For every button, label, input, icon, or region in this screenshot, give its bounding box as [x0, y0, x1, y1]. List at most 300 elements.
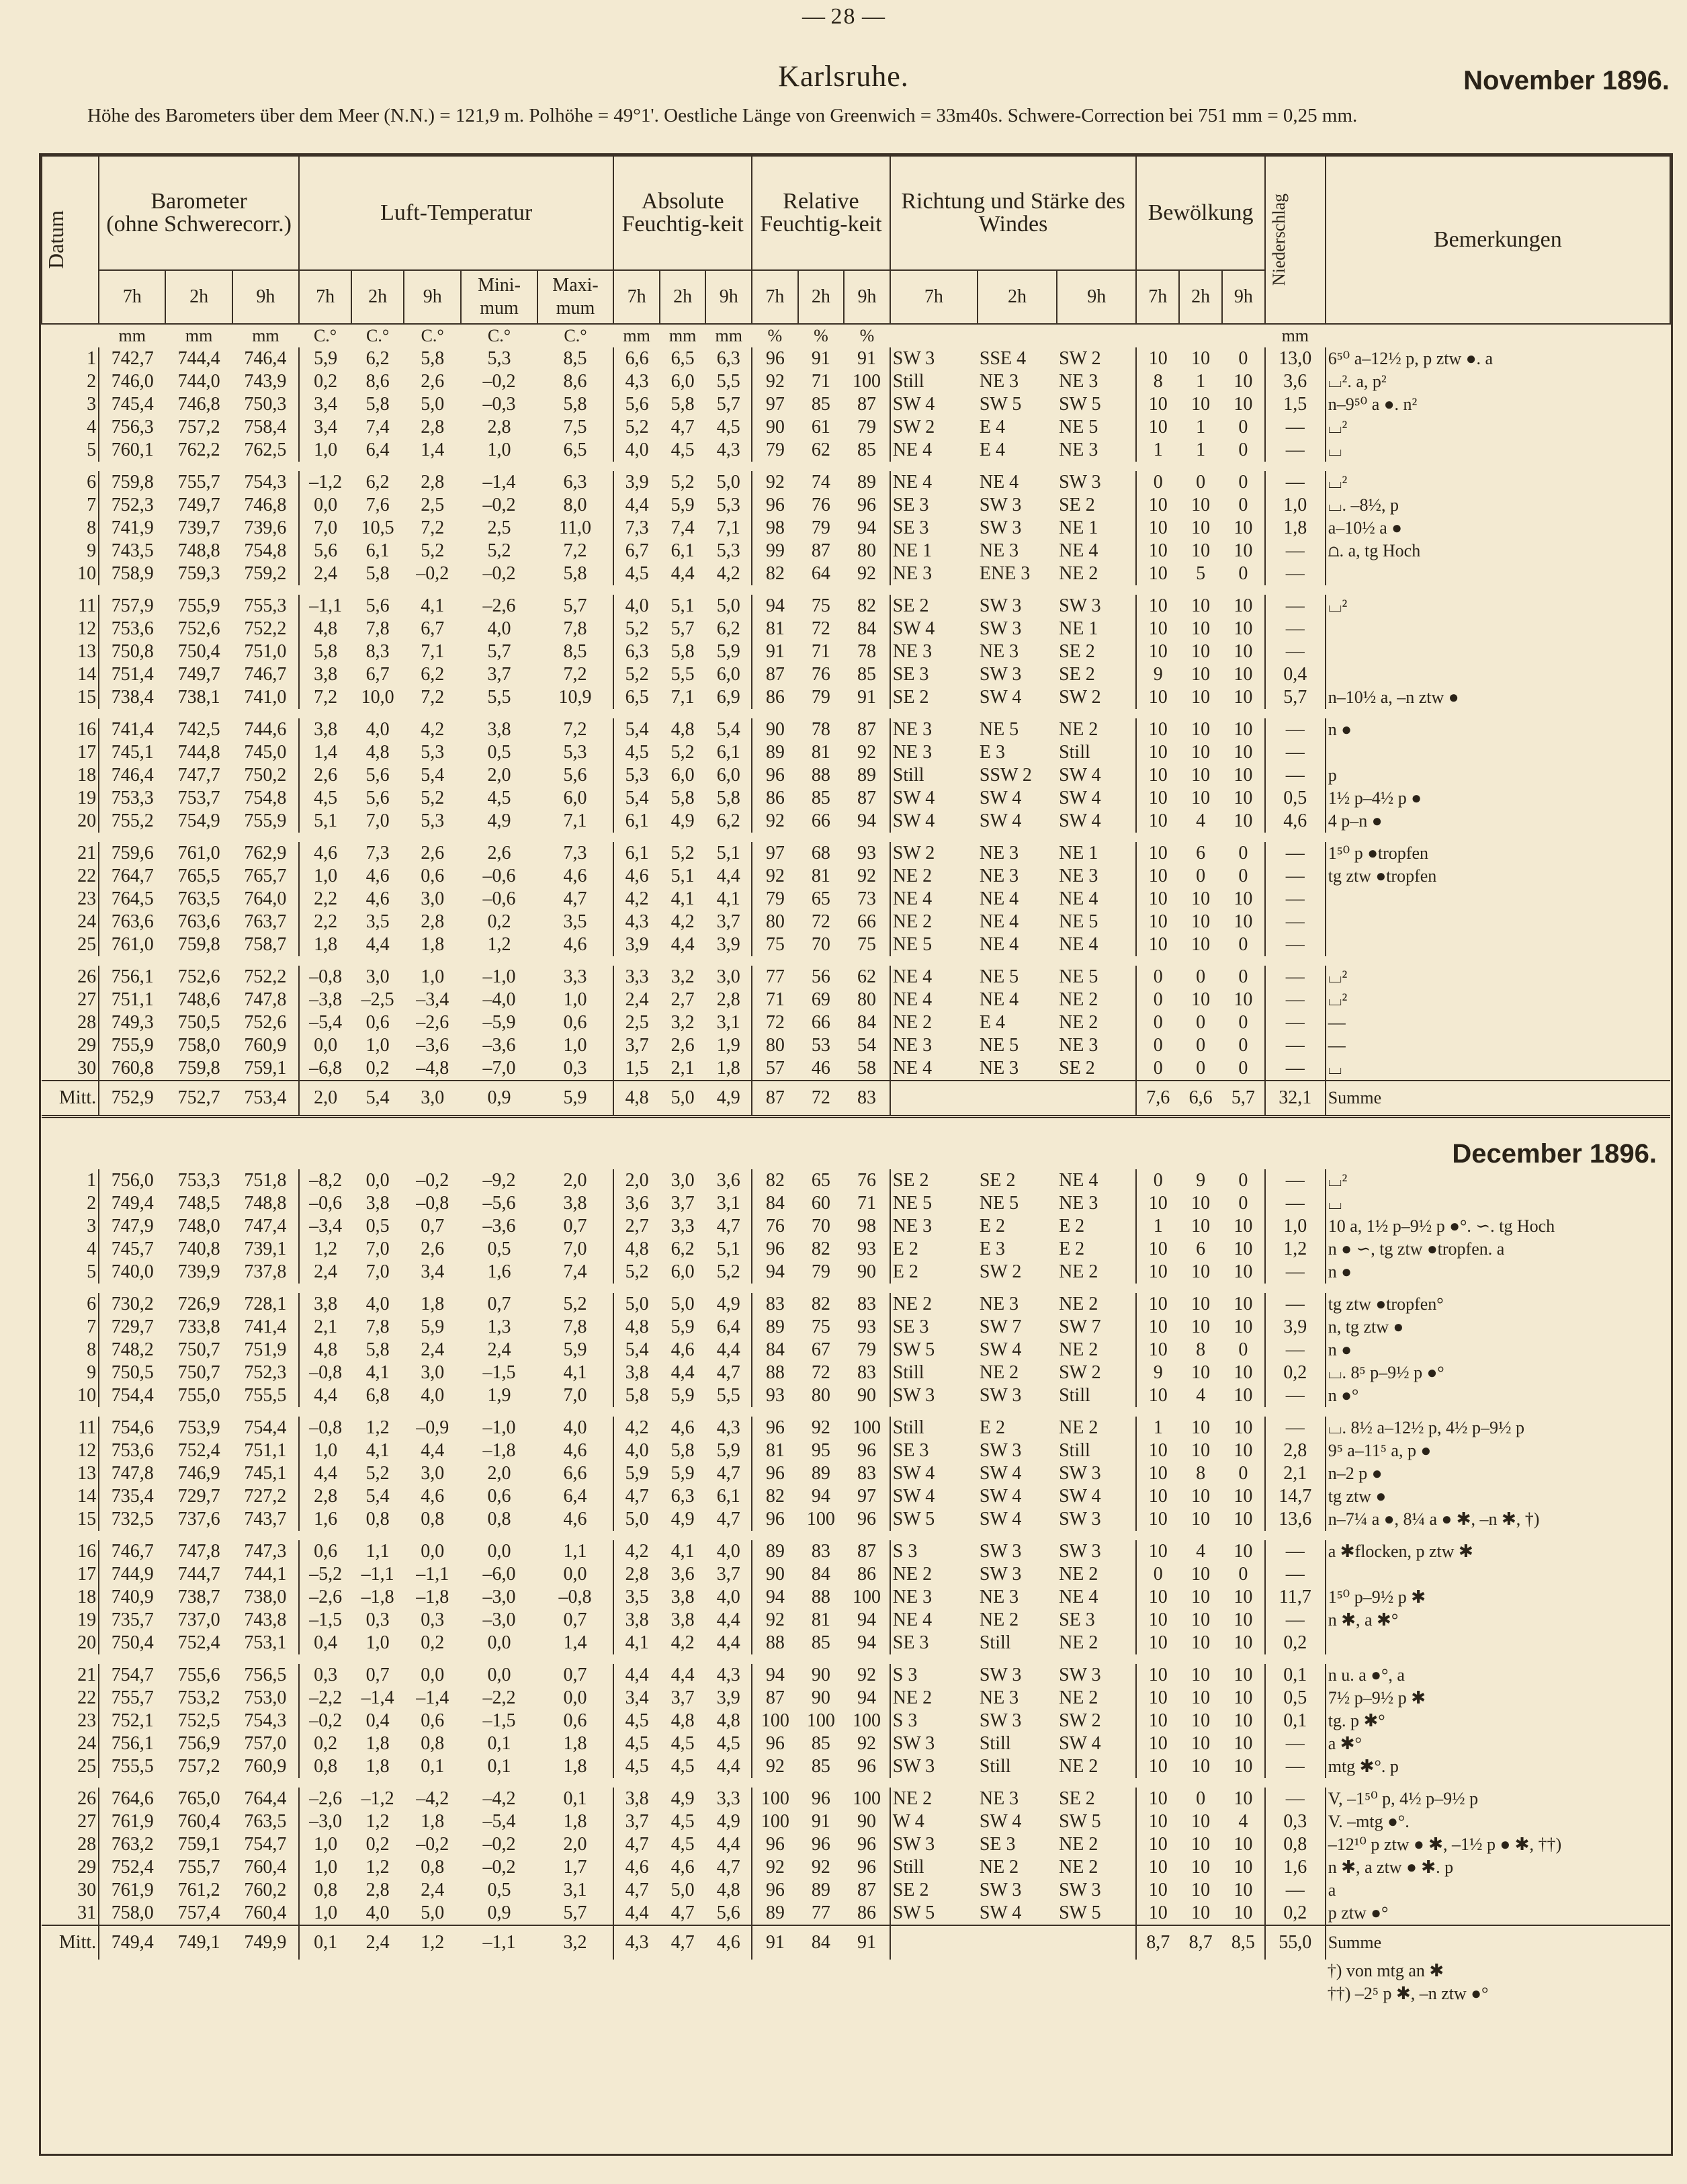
value-cell: 81: [765, 1440, 785, 1461]
value-cell: 91: [765, 641, 785, 662]
day-cell: 13: [42, 1462, 99, 1485]
value-cell: SW 4: [979, 788, 1022, 808]
value-cell: 755,5: [111, 1756, 154, 1777]
value-cell: 755,9: [232, 810, 299, 833]
value-cell: 91: [844, 686, 890, 709]
remark-cell: [1326, 741, 1670, 764]
value-cell: 7,3: [537, 842, 614, 865]
value-cell: 5,5: [705, 370, 752, 393]
value-cell: 95: [811, 1440, 830, 1461]
value-cell: –1,0: [482, 966, 516, 987]
value-cell: –2,6: [309, 1788, 343, 1809]
day-cell: 27: [42, 989, 99, 1011]
unit-label: mm: [118, 326, 146, 345]
value-cell: 4,4: [671, 1665, 695, 1685]
value-cell: NE 5: [1057, 966, 1136, 989]
value-cell: 93: [844, 842, 890, 865]
value-cell: 92: [844, 865, 890, 888]
unit-label: mm: [1281, 326, 1309, 345]
value-cell: 753,0: [232, 1687, 299, 1710]
value-cell: 10: [1148, 1316, 1168, 1337]
day-cell: 4: [42, 416, 99, 439]
header-hour: 9h: [844, 270, 890, 324]
value-cell: NE 4: [979, 472, 1019, 493]
value-cell: 4,6: [421, 1486, 445, 1507]
table-row: [42, 966, 1670, 989]
value-cell: 4,3: [705, 1664, 752, 1687]
value-cell: 0,9: [487, 1902, 511, 1923]
value-cell: SW 2: [979, 1261, 1022, 1282]
value-cell: 2,4: [421, 1880, 445, 1900]
value-cell: 7,6: [365, 495, 390, 515]
value-cell: 745,7: [111, 1238, 154, 1259]
day-cell: 27: [42, 1810, 99, 1833]
value-cell: 744,1: [232, 1563, 299, 1586]
value-cell: 0,5: [1265, 787, 1326, 810]
value-cell: 85: [811, 1632, 830, 1653]
value-cell: NE 2: [1057, 562, 1136, 585]
value-cell: 749,3: [111, 1012, 154, 1033]
value-cell: 4,5: [671, 1756, 695, 1777]
value-cell: 7,8: [365, 618, 390, 639]
value-cell: 739,9: [177, 1261, 220, 1282]
value-cell: 5,4: [421, 765, 445, 786]
value-cell: Still: [979, 1733, 1011, 1754]
header-hours-row: [42, 270, 1670, 324]
value-cell: 2,8: [487, 417, 511, 437]
value-cell: 4,7: [625, 1880, 649, 1900]
value-cell: SE 2: [1057, 640, 1136, 663]
value-cell: 0,5: [365, 1216, 390, 1236]
value-cell: 5,0: [660, 1081, 706, 1117]
value-cell: –3,6: [482, 1216, 516, 1236]
value-cell: Still: [892, 371, 924, 392]
value-cell: Still: [1057, 1439, 1136, 1462]
value-cell: 764,6: [111, 1788, 154, 1809]
value-cell: 56: [811, 966, 830, 987]
remark-cell: ⌴²: [1328, 1171, 1348, 1190]
value-cell: 10: [1222, 787, 1265, 810]
value-cell: SW 4: [892, 394, 935, 415]
value-cell: –3,0: [482, 1609, 516, 1630]
value-cell: 4,0: [705, 1540, 752, 1563]
remark-cell: 4 p–n ●: [1328, 811, 1383, 831]
value-cell: E 2: [1057, 1215, 1136, 1238]
value-cell: 4,8: [314, 618, 338, 639]
value-cell: 10: [1222, 1732, 1265, 1755]
value-cell: 752,4: [177, 1440, 220, 1461]
value-cell: 1,0: [314, 1834, 338, 1855]
value-cell: 7,4: [671, 517, 695, 538]
value-cell: —: [1265, 1609, 1326, 1632]
value-cell: 72: [765, 1012, 785, 1033]
value-cell: NE 2: [1057, 1417, 1136, 1439]
value-cell: 10: [1148, 719, 1168, 740]
value-cell: 5,0: [625, 1509, 649, 1529]
day-cell: 5: [42, 1261, 99, 1284]
day-cell: 15: [42, 686, 99, 709]
value-cell: 6,3: [537, 471, 614, 494]
table-row: [42, 562, 1670, 585]
value-cell: 755,9: [111, 1035, 154, 1056]
value-cell: 10: [1191, 1362, 1211, 1383]
day-cell: 12: [42, 1439, 99, 1462]
value-cell: 746,0: [111, 371, 154, 392]
value-cell: 3,0: [421, 888, 445, 909]
value-cell: 760,2: [232, 1879, 299, 1902]
value-cell: 10: [1222, 1879, 1265, 1902]
value-cell: 85: [811, 1756, 830, 1777]
header-barometer: Barometer (ohne Schwerecorr.): [99, 156, 299, 270]
value-cell: SW 3: [979, 1665, 1022, 1685]
value-cell: 10: [1222, 517, 1265, 540]
value-cell: 69: [811, 989, 830, 1010]
value-cell: NE 3: [979, 540, 1019, 561]
row-gap: [42, 585, 1670, 595]
table-row: [42, 618, 1670, 640]
value-cell: SW 3: [1057, 595, 1136, 618]
value-cell: –2,2: [482, 1687, 516, 1708]
value-cell: 4,6: [314, 843, 338, 864]
value-cell: Still: [892, 765, 924, 786]
value-cell: 76: [811, 664, 830, 685]
value-cell: 759,3: [177, 563, 220, 584]
day-cell: 2: [42, 1192, 99, 1215]
value-cell: 4,7: [625, 1486, 649, 1507]
value-cell: 4,4: [671, 934, 695, 955]
value-cell: 739,1: [232, 1238, 299, 1261]
value-cell: 10: [1191, 664, 1211, 685]
value-cell: 62: [844, 966, 890, 989]
table-row: [42, 1261, 1670, 1284]
value-cell: 76: [811, 495, 830, 515]
value-cell: 4,5: [705, 416, 752, 439]
value-cell: 6: [1196, 1238, 1206, 1259]
remark-cell: a–10½ a ●: [1328, 518, 1403, 538]
value-cell: 100: [761, 1811, 789, 1832]
remark-cell: ⌴. –8½, p: [1328, 495, 1399, 515]
value-cell: –7,0: [482, 1058, 516, 1079]
remark-cell: –12¹⁰ p ztw ● ✱, –1½ p ● ✱, ††): [1328, 1835, 1562, 1854]
value-cell: 1,8: [537, 1732, 614, 1755]
value-cell: NE 5: [979, 1035, 1019, 1056]
value-cell: SW 4: [979, 1811, 1022, 1832]
value-cell: 762,9: [232, 842, 299, 865]
value-cell: 5,8: [537, 393, 614, 416]
value-cell: 1,8: [365, 1733, 390, 1754]
remark-cell: [1326, 1563, 1670, 1586]
value-cell: 3,8: [314, 664, 338, 685]
value-cell: E 2: [979, 1216, 1005, 1236]
value-cell: SW 4: [892, 1486, 935, 1507]
value-cell: SW 3: [892, 1834, 935, 1855]
value-cell: SW 4: [979, 1486, 1022, 1507]
value-cell: 4,0: [625, 439, 649, 460]
value-cell: 10: [1148, 1587, 1168, 1607]
value-cell: 1,8: [421, 934, 445, 955]
value-cell: 746,9: [177, 1463, 220, 1484]
value-cell: SW 4: [979, 1463, 1022, 1484]
unit-label: C.°: [313, 326, 337, 345]
value-cell: 10: [1222, 1540, 1265, 1563]
value-cell: 755,7: [111, 1687, 154, 1708]
value-cell: 750,7: [177, 1339, 220, 1360]
value-cell: 96: [765, 1733, 785, 1754]
value-cell: 81: [811, 866, 830, 886]
value-cell: 4,1: [705, 888, 752, 911]
value-cell: 10: [1191, 618, 1211, 639]
value-cell: 2,8: [421, 911, 445, 932]
value-cell: 0,2: [314, 371, 338, 392]
value-cell: 3,2: [671, 966, 695, 987]
value-cell: –6,8: [309, 1058, 343, 1079]
value-cell: 89: [765, 1316, 785, 1337]
value-cell: 5,1: [705, 1238, 752, 1261]
value-cell: 10: [1148, 1902, 1168, 1923]
value-cell: 3,0: [705, 966, 752, 989]
value-cell: 60: [811, 1193, 830, 1214]
value-cell: 4,6: [365, 888, 390, 909]
table-row: [42, 1339, 1670, 1361]
value-cell: 5,9: [625, 1463, 649, 1484]
value-cell: 3,7: [625, 1811, 649, 1832]
header-hour: 9h: [232, 270, 299, 324]
value-cell: 4,4: [625, 1665, 649, 1685]
value-cell: 5,0: [671, 1880, 695, 1900]
value-cell: 58: [844, 1057, 890, 1081]
value-cell: SW 4: [1057, 787, 1136, 810]
value-cell: 10: [1191, 348, 1211, 369]
day-cell: 5: [42, 439, 99, 462]
value-cell: 10: [1222, 1902, 1265, 1925]
value-cell: –5,6: [482, 1193, 516, 1214]
day-cell: 20: [42, 1632, 99, 1654]
value-cell: 750,3: [232, 393, 299, 416]
value-cell: 0: [1153, 1564, 1163, 1585]
value-cell: NE 3: [892, 641, 933, 662]
value-cell: 10: [1148, 1238, 1168, 1259]
value-cell: 96: [765, 1880, 785, 1900]
value-cell: –0,2: [482, 371, 516, 392]
table-row: [42, 1011, 1670, 1034]
table-row: [42, 1462, 1670, 1485]
value-cell: 1: [1196, 439, 1206, 460]
value-cell: 4,8: [613, 1081, 660, 1117]
value-cell: SW 2: [1057, 686, 1136, 709]
value-cell: –0,2: [416, 1834, 449, 1855]
value-cell: 0,1: [299, 1925, 351, 1960]
value-cell: –4,0: [482, 989, 516, 1010]
table-row: [42, 347, 1670, 370]
value-cell: 79: [811, 687, 830, 708]
value-cell: 9: [1153, 1362, 1163, 1383]
value-cell: 10: [1191, 1834, 1211, 1855]
header-hour: 7h: [299, 270, 351, 324]
value-cell: 10: [1148, 866, 1168, 886]
value-cell: 4: [1196, 810, 1206, 831]
value-cell: 10: [1191, 888, 1211, 909]
value-cell: 89: [811, 1463, 830, 1484]
value-cell: SW 3: [1057, 1462, 1136, 1485]
value-cell: 7,1: [537, 810, 614, 833]
value-cell: 4,6: [671, 1857, 695, 1878]
value-cell: NE 2: [892, 1564, 933, 1585]
header-abs-feuchtigkeit: Absolute Feuchtig-keit: [613, 156, 752, 270]
value-cell: —: [1265, 842, 1326, 865]
value-cell: 3,2: [537, 1925, 614, 1960]
value-cell: 4,8: [705, 1879, 752, 1902]
value-cell: 3,3: [671, 1216, 695, 1236]
value-cell: 753,7: [177, 788, 220, 808]
value-cell: 96: [765, 1463, 785, 1484]
value-cell: NE 3: [892, 1035, 933, 1056]
value-cell: Still: [1057, 741, 1136, 764]
value-cell: SE 2: [1057, 1057, 1136, 1081]
value-cell: 0,1: [487, 1733, 511, 1754]
value-cell: 100: [844, 1788, 890, 1810]
value-cell: 97: [765, 394, 785, 415]
value-cell: 46: [811, 1058, 830, 1079]
value-cell: 4,5: [625, 742, 649, 763]
value-cell: 741,4: [232, 1316, 299, 1339]
header-hour: 9h: [1222, 270, 1265, 324]
value-cell: 745,4: [111, 394, 154, 415]
value-cell: SSE 4: [979, 348, 1027, 369]
value-cell: 3,7: [705, 1563, 752, 1586]
value-cell: 5,9: [537, 1339, 614, 1361]
value-cell: 96: [844, 1856, 890, 1879]
value-cell: 737,8: [232, 1261, 299, 1284]
value-cell: 8,6: [365, 371, 390, 392]
day-cell: 21: [42, 1664, 99, 1687]
value-cell: 0,7: [537, 1664, 614, 1687]
value-cell: 2,5: [625, 1012, 649, 1033]
value-cell: 90: [844, 1384, 890, 1407]
value-cell: 87: [844, 1879, 890, 1902]
value-cell: 10: [1191, 1193, 1211, 1214]
value-cell: 747,4: [232, 1215, 299, 1238]
value-cell: 83: [844, 1293, 890, 1316]
value-cell: 5,4: [625, 719, 649, 740]
value-cell: –1,1: [461, 1925, 537, 1960]
unit-label: mm: [185, 326, 213, 345]
value-cell: SW 5: [892, 1339, 935, 1360]
value-cell: 753,6: [111, 618, 154, 639]
value-cell: 4,8: [671, 1710, 695, 1731]
value-cell: —: [1265, 966, 1326, 989]
value-cell: 10: [1191, 1564, 1211, 1585]
value-cell: 7,5: [537, 416, 614, 439]
value-cell: 83: [811, 1541, 830, 1562]
value-cell: 4,7: [705, 1856, 752, 1879]
day-cell: 29: [42, 1034, 99, 1057]
value-cell: 749,1: [165, 1925, 232, 1960]
value-cell: 8: [1196, 1339, 1206, 1360]
value-cell: E 4: [979, 417, 1005, 437]
value-cell: 0: [1153, 966, 1163, 987]
value-cell: 88: [811, 765, 830, 786]
value-cell: SW 3: [1057, 471, 1136, 494]
row-gap: [42, 462, 1670, 471]
value-cell: S 3: [892, 1665, 918, 1685]
remark-cell: [1326, 663, 1670, 686]
value-cell: 6,7: [421, 618, 445, 639]
value-cell: 96: [765, 1417, 785, 1438]
value-cell: 10: [1148, 1665, 1168, 1685]
value-cell: –3,4: [309, 1216, 343, 1236]
value-cell: 6,1: [705, 741, 752, 764]
value-cell: 0,7: [365, 1665, 390, 1685]
value-cell: 0,1: [537, 1788, 614, 1810]
value-cell: NE 3: [892, 563, 933, 584]
value-cell: 4,1: [421, 595, 445, 616]
value-cell: 3,9: [625, 472, 649, 493]
value-cell: 747,8: [111, 1463, 154, 1484]
value-cell: 10: [1222, 1293, 1265, 1316]
value-cell: SW 3: [1057, 1540, 1136, 1563]
value-cell: SW 7: [1057, 1316, 1136, 1339]
table-row: [42, 888, 1670, 911]
value-cell: SW 3: [892, 1733, 935, 1754]
value-cell: 2,8: [1265, 1439, 1326, 1462]
value-cell: 87: [844, 1540, 890, 1563]
day-cell: 3: [42, 393, 99, 416]
table-row: [42, 1384, 1670, 1407]
value-cell: 7,3: [365, 843, 390, 864]
value-cell: 5,1: [705, 842, 752, 865]
remark-cell: n–10½ a, –n ztw ●: [1328, 687, 1459, 707]
value-cell: 66: [844, 911, 890, 933]
value-cell: –0,6: [482, 866, 516, 886]
value-cell: 100: [844, 1417, 890, 1439]
value-cell: 96: [844, 1508, 890, 1531]
value-cell: 3,8: [625, 1788, 649, 1809]
value-cell: –1,1: [309, 595, 343, 616]
header-hour: 9h: [705, 270, 752, 324]
day-cell: 24: [42, 911, 99, 933]
value-cell: 4,0: [625, 595, 649, 616]
value-cell: ENE 3: [979, 563, 1031, 584]
header-hour: 2h: [660, 270, 706, 324]
value-cell: —: [1265, 1192, 1326, 1215]
value-cell: NE 2: [1057, 1563, 1136, 1586]
value-cell: SW 5: [1057, 1902, 1136, 1925]
value-cell: 764,4: [232, 1788, 299, 1810]
day-cell: 28: [42, 1011, 99, 1034]
value-cell: 82: [765, 1170, 785, 1191]
value-cell: 10: [1148, 1294, 1168, 1314]
value-cell: 765,7: [232, 865, 299, 888]
value-cell: 4,6: [625, 1857, 649, 1878]
value-cell: 6,2: [421, 664, 445, 685]
page-number: — 28 —: [802, 4, 885, 29]
remark-cell: n ●: [1328, 1340, 1352, 1359]
value-cell: 757,0: [232, 1732, 299, 1755]
value-cell: 4,4: [625, 495, 649, 515]
value-cell: 4,5: [625, 1733, 649, 1754]
value-cell: 10: [1222, 911, 1265, 933]
value-cell: 94: [844, 517, 890, 540]
value-cell: 0,8: [487, 1509, 511, 1529]
value-cell: E 2: [892, 1261, 918, 1282]
value-cell: 10: [1191, 641, 1211, 662]
remark-cell: —: [1328, 1036, 1346, 1055]
value-cell: 3,3: [537, 966, 614, 989]
value-cell: 749,4: [99, 1925, 165, 1960]
value-cell: 0: [1153, 1170, 1163, 1191]
value-cell: SW 3: [892, 1756, 935, 1777]
value-cell: 0: [1222, 439, 1265, 462]
